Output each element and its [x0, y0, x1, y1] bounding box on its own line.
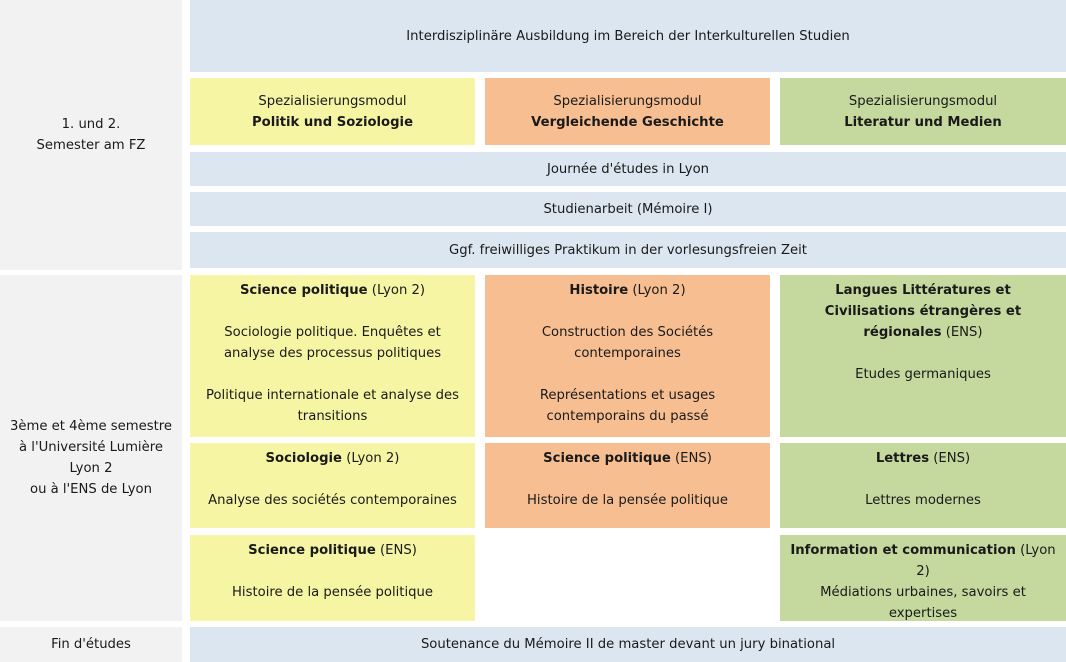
course-institution: (ENS): [929, 451, 971, 466]
semester-3-4-line-1: 3ème et 4ème semestre: [9, 419, 173, 434]
course-item: Représentations et usages contemporains du passé: [539, 388, 716, 424]
course-institution: (Lyon 2): [628, 283, 686, 298]
course-item: Histoire de la pensée politique: [527, 493, 728, 508]
course-institution: (ENS): [941, 325, 983, 340]
studienarbeit-row: [190, 192, 1066, 226]
semester-1-2-line-1: 1. und 2.: [61, 117, 121, 132]
course-institution: (Lyon 2): [367, 283, 426, 298]
module-literatur: [780, 78, 1066, 145]
course-lettres-ens: [780, 443, 1066, 528]
soutenance-text: Soutenance du Mémoire II de master devant un jury binational: [420, 637, 836, 652]
course-title: Lettres: [875, 451, 930, 466]
studienarbeit-text: Studienarbeit (Mémoire I): [543, 201, 713, 217]
course-science-politique-lyon2: [190, 275, 475, 437]
module-prefix: Spezialisierungsmodul: [258, 93, 407, 109]
course-institution: (Lyon 2): [916, 543, 1056, 579]
module-name: Literatur und Medien: [844, 114, 1002, 130]
semester-1-2-label: [0, 0, 182, 270]
module-politik: [190, 78, 475, 145]
course-heading: [876, 448, 970, 469]
semester-3-4-label: [0, 275, 182, 621]
module-geschichte: [485, 78, 770, 145]
module-prefix: Spezialisierungsmodul: [553, 93, 702, 109]
module-prefix: Spezialisierungsmodul: [848, 93, 998, 109]
journee-text: Journée d'études in Lyon: [546, 161, 710, 177]
course-institution: (ENS): [375, 543, 417, 558]
course-sociologie-lyon2: [190, 443, 475, 528]
course-heading: [240, 280, 425, 301]
program-title: Interdisziplinäre Ausbildung im Bereich der Interkulturellen Studien: [406, 28, 850, 44]
course-heading: [569, 280, 685, 301]
course-information-communication: [780, 535, 1066, 621]
course-title: Science politique: [239, 283, 368, 298]
course-item: Analyse des sociétés contemporaines: [208, 493, 457, 508]
course-title: Sociologie: [265, 451, 342, 466]
semester-3-4-line-2: à l'Université Lumière: [19, 440, 163, 455]
course-item: Lettres modernes: [865, 493, 981, 508]
semester-3-4-line-4: ou à l'ENS de Lyon: [30, 482, 152, 497]
course-institution: (ENS): [670, 451, 712, 466]
semester-1-2-line-2: Semester am FZ: [36, 138, 146, 153]
semester-3-4-line-3: Lyon 2: [69, 461, 113, 476]
course-item: Sociologie politique. Enquêtes et analyse des processus politiques: [223, 325, 442, 361]
course-science-politique-ens: [485, 443, 770, 528]
fin-etudes-text: Fin d'études: [51, 637, 131, 652]
soutenance-row: [190, 627, 1066, 662]
course-item: Politique internationale et analyse des transitions: [206, 388, 459, 424]
course-item: Médiations urbaines, savoirs et expertises: [820, 585, 1026, 621]
program-header: [190, 0, 1066, 72]
course-title: Information et communication: [790, 543, 1016, 558]
course-item: Construction des Sociétés contemporaines: [541, 325, 714, 361]
course-heading: [543, 448, 712, 469]
course-title: Histoire: [569, 283, 629, 298]
course-title: Langues Littératures et Civilisations étrangères et régionales: [824, 283, 1022, 340]
fin-etudes-label: [0, 627, 182, 662]
course-science-politique-ens-2: [190, 535, 475, 621]
course-item: Etudes germaniques: [855, 367, 991, 382]
course-heading: [248, 540, 417, 561]
praktikum-row: [190, 232, 1066, 268]
course-heading: [266, 448, 400, 469]
course-institution: (Lyon 2): [342, 451, 400, 466]
course-llcer-ens: [780, 275, 1066, 437]
module-name: Vergleichende Geschichte: [531, 114, 724, 130]
course-title: Science politique: [543, 451, 671, 466]
course-histoire-lyon2: [485, 275, 770, 437]
course-heading: [788, 280, 1058, 343]
praktikum-text: Ggf. freiwilliges Praktikum in der vorlesungsfreien Zeit: [449, 242, 807, 258]
course-title: Science politique: [248, 543, 376, 558]
course-heading: [784, 540, 1062, 582]
course-item: Histoire de la pensée politique: [232, 585, 433, 600]
module-name: Politik und Soziologie: [251, 114, 414, 130]
journee-row: [190, 152, 1066, 186]
